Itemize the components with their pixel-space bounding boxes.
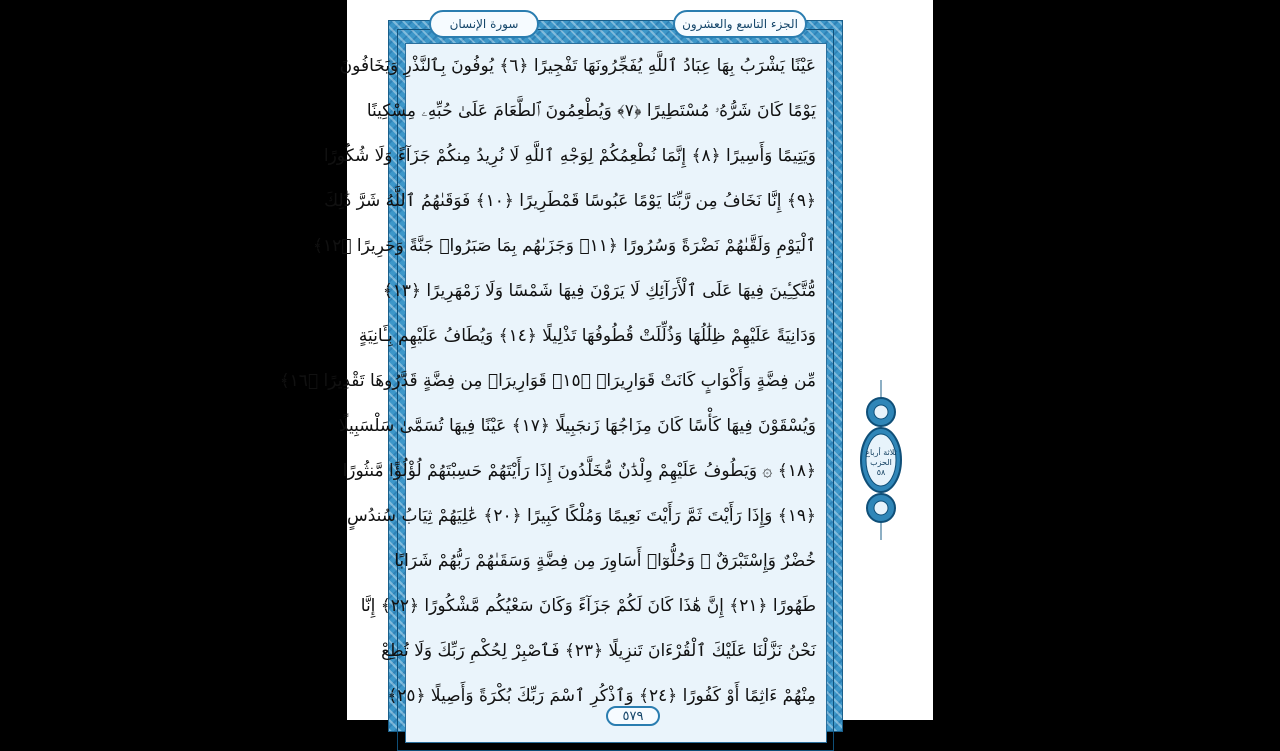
hizb-label [859, 448, 903, 478]
verse-line: ﴿١٨﴾ ۞ وَيَطُوفُ عَلَيْهِمْ وِلْدَٰنٌ مُّخَلَّدُونَ إِذَا رَأَيْتَهُمْ حَسِبْتَهُمْ لُؤْلُؤًا مَّنثُورًا [342, 461, 816, 481]
verse-line: نَحْنُ نَزَّلْنَا عَلَيْكَ ٱلْقُرْءَانَ تَنزِيلًا ﴿٢٣﴾ فَٱصْبِرْ لِحُكْمِ رَبِّكَ وَلَا تُطِعْ [381, 641, 816, 661]
verse-line: مِّن فِضَّةٍ وَأَكْوَابٍ كَانَتْ قَوَارِيرَا۠ ﴿١٥﴾ قَوَارِيرَا۟ مِن فِضَّةٍ قَدَّرُوهَا تَقْدِيرًا ﴿١٦﴾ [279, 371, 816, 391]
verse-line: طَهُورًا ﴿٢١﴾ إِنَّ هَٰذَا كَانَ لَكُمْ جَزَآءً وَكَانَ سَعْيُكُم مَّشْكُورًا ﴿٢٢﴾ إِنَّا [360, 596, 816, 616]
verse-text-area [279, 43, 827, 743]
mushaf-page [279, 0, 933, 724]
surah-header: سورة الإنسان [429, 10, 539, 38]
hizb-word-label: الحزب [870, 458, 892, 467]
verse-line: وَدَانِيَةً عَلَيْهِمْ ظِلَٰلُهَا وَذُلِّلَتْ قُطُوفُهَا تَذْلِيلًا ﴿١٤﴾ وَيُطَافُ عَلَيْهِم بِـَٔانِيَةٍ [358, 326, 816, 346]
hizb-quarter-label: ثلاثة أرباع [865, 448, 897, 457]
hizb-marker [859, 380, 903, 540]
hizb-number: ٥٨ [876, 468, 886, 477]
verse-line: ﴿٩﴾ إِنَّا نَخَافُ مِن رَّبِّنَا يَوْمًا عَبُوسًا قَمْطَرِيرًا ﴿١٠﴾ فَوَقَىٰهُمُ ٱللَّهُ شَرَّ ذَٰلِكَ [324, 191, 816, 211]
verse-line: خُضْرٌ وَإِسْتَبْرَقٌ ۖ وَحُلُّوٓا۟ أَسَاوِرَ مِن فِضَّةٍ وَسَقَىٰهُمْ رَبُّهُمْ شَرَابًا [394, 551, 816, 571]
verse-line: عَيْنًا يَشْرَبُ بِهَا عِبَادُ ٱللَّهِ يُفَجِّرُونَهَا تَفْجِيرًا ﴿٦﴾ يُوفُونَ بِٱلنَّذْرِ وَيَخَافُونَ [339, 56, 816, 76]
verse-line: ﴿١٩﴾ وَإِذَا رَأَيْتَ ثَمَّ رَأَيْتَ نَعِيمًا وَمُلْكًا كَبِيرًا ﴿٢٠﴾ عَٰلِيَهُمْ ثِيَابُ سُندُسٍ [346, 506, 816, 526]
verse-line: ٱلْيَوْمِ وَلَقَّىٰهُمْ نَضْرَةً وَسُرُورًا ﴿١١﴾ وَجَزَىٰهُم بِمَا صَبَرُوا۟ جَنَّةً وَحَرِيرًا ﴿١٢﴾ [313, 236, 816, 256]
page-number: ٥٧٩ [606, 706, 660, 726]
juz-header: الجزء التاسع والعشرون [673, 10, 807, 38]
verse-line: مُّتَّكِـِٔينَ فِيهَا عَلَى ٱلْأَرَآئِكِ لَا يَرَوْنَ فِيهَا شَمْسًا وَلَا زَمْهَرِيرًا ﴿١٣﴾ [382, 281, 816, 301]
verse-line: وَيُسْقَوْنَ فِيهَا كَأْسًا كَانَ مِزَاجُهَا زَنجَبِيلًا ﴿١٧﴾ عَيْنًا فِيهَا تُسَمَّىٰ سَلْسَبِيلًا [338, 416, 816, 436]
verse-line: وَيَتِيمًا وَأَسِيرًا ﴿٨﴾ إِنَّمَا نُطْعِمُكُمْ لِوَجْهِ ٱللَّهِ لَا نُرِيدُ مِنكُمْ جَزَآءً وَلَا شُكُورًا [323, 146, 816, 166]
verse-line: مِنْهُمْ ءَاثِمًا أَوْ كَفُورًا ﴿٢٤﴾ وَٱذْكُرِ ٱسْمَ رَبِّكَ بُكْرَةً وَأَصِيلًا ﴿٢٥﴾ [387, 686, 816, 706]
verse-line: يَوْمًا كَانَ شَرُّهُۥ مُسْتَطِيرًا ﴿٧﴾ وَيُطْعِمُونَ ٱلطَّعَامَ عَلَىٰ حُبِّهِۦ مِسْكِينًا [366, 101, 816, 121]
